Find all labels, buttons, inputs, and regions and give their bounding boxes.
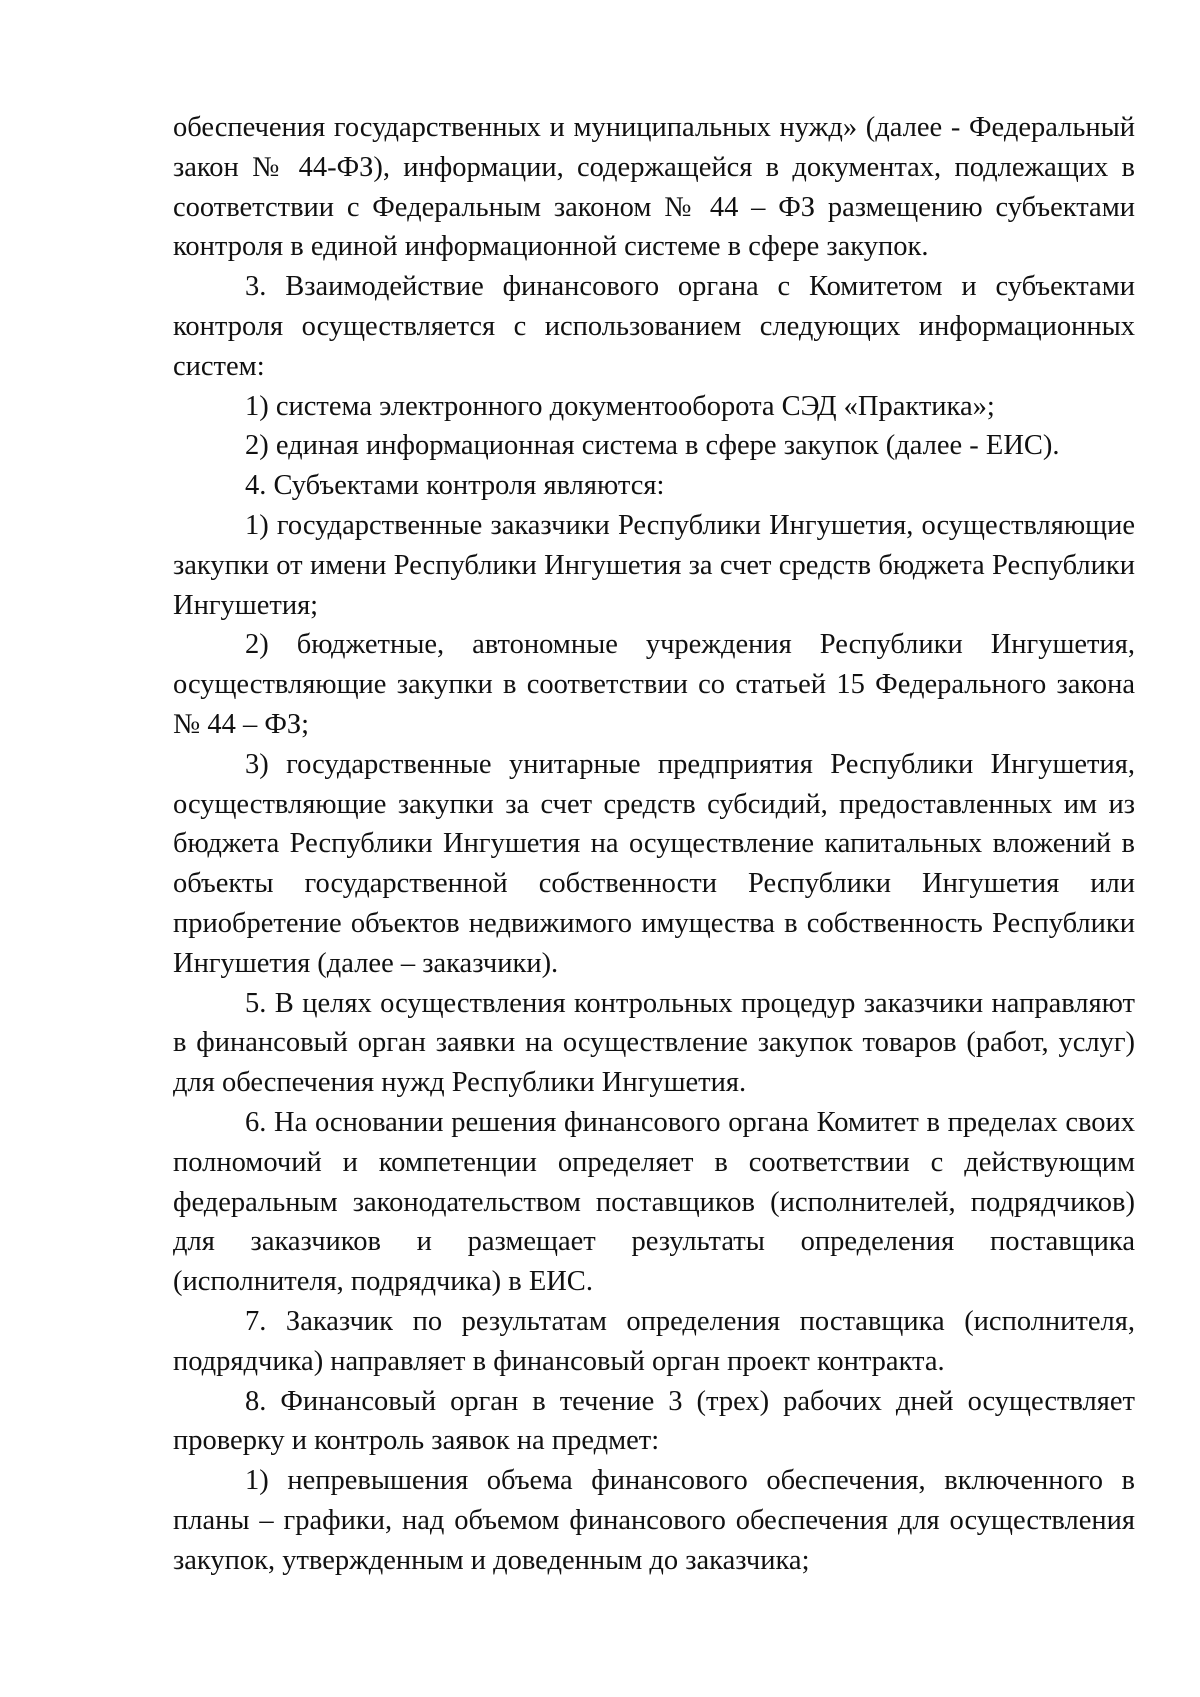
paragraph-item-7: 7. Заказчик по результатам определения поставщика (исполнителя, подрядчика) направляет в финансовый орган проект контракта. bbox=[173, 1305, 1135, 1377]
paragraph-subitem-4-1: 1) государственные заказчики Республики Ингушетия, осуществляющие закупки от имени Республики Ингушетия за счет средств бюджета Республики Ингушетия; bbox=[173, 509, 1135, 621]
paragraph-subitem-3-2: 2) единая информационная система в сфере закупок (далее - ЕИС). bbox=[245, 430, 1060, 462]
paragraph-item-6: 6. На основании решения финансового органа Комитет в пределах своих полномочий и компетенции определяет в соответствии с действующим федеральным законодательством поставщиков (исполнителей, подрядчиков) для заказчиков и размещает результаты определения поставщика (исполнителя, подрядчика) в ЕИС. bbox=[173, 1106, 1135, 1298]
paragraph-subitem-8-1: 1) непревышения объема финансового обеспечения, включенного в планы – графики, над объемом финансового обеспечения для осуществления закупок, утвержденным и доведенным до заказчика; bbox=[173, 1465, 1135, 1576]
document-page bbox=[173, 108, 1135, 1580]
paragraph-subitem-4-3: 3) государственные унитарные предприятия Республики Ингушетия, осуществляющие закупки за счет средств субсидий, предоставленных им из бюджета Республики Ингушетия на осуществление капитальных вложений в объекты государственной собственности Республики Ингушетия или приобретение объектов недвижимого имущества в собственность Республики Ингушетия (далее – заказчики). bbox=[173, 748, 1135, 979]
paragraph-subitem-4-2: 2) бюджетные, автономные учреждения Республики Ингушетия, осуществляющие закупки в соответствии со статьей 15 Федерального закона № 44 – ФЗ; bbox=[173, 629, 1135, 740]
paragraph-item-3: 3. Взаимодействие финансового органа с Комитетом и субъектами контроля осуществляется с использованием следующих информационных систем: bbox=[173, 271, 1135, 382]
paragraph-item-5: 5. В целях осуществления контрольных процедур заказчики направляют в финансовый орган заявки на осуществление закупок товаров (работ, услуг) для обеспечения нужд Республики Ингушетия. bbox=[173, 987, 1135, 1099]
paragraph-item-8: 8. Финансовый орган в течение 3 (трех) рабочих дней осуществляет проверку и контроль заявок на предмет: bbox=[173, 1385, 1135, 1457]
paragraph-item-4: 4. Субъектами контроля являются: bbox=[245, 470, 665, 502]
paragraph-subitem-3-1: 1) система электронного документооборота СЭД «Практика»; bbox=[245, 390, 995, 422]
paragraph-continuation: обеспечения государственных и муниципальных нужд» (далее - Федеральный закон № 44-ФЗ), информации, содержащейся в документах, подлежащих в соответствии с Федеральным законом № 44 – ФЗ размещению субъектами контроля в единой информационной системе в сфере закупок. bbox=[173, 112, 1135, 263]
